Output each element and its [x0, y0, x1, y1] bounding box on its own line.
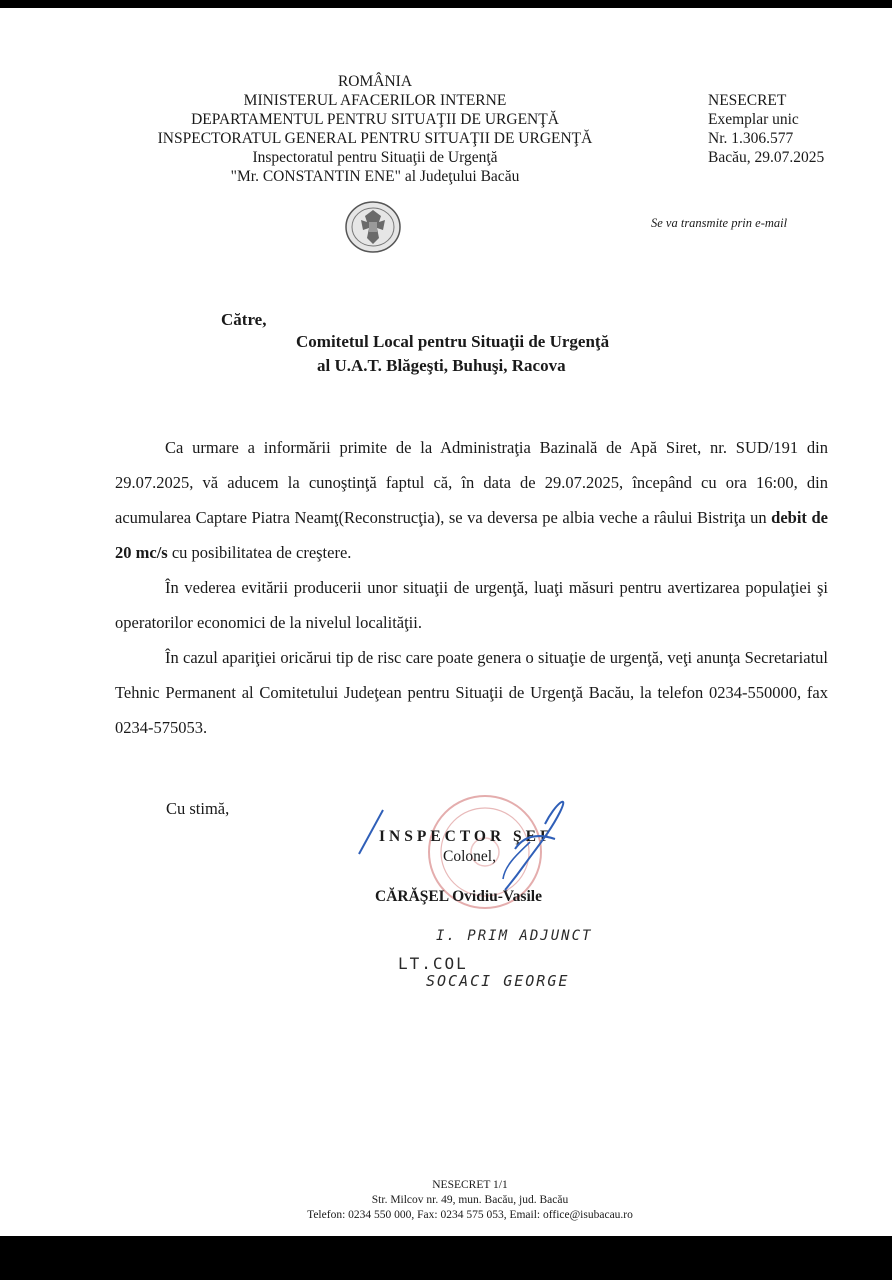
closing-formula: Cu stimă, [166, 799, 230, 818]
document-metadata [708, 91, 858, 167]
paragraph-3: În cazul apariţiei oricărui tip de risc care poate genera o situaţie de urgenţă, veţi anunţa Secretariatul Tehnic Permanent al Comitetului Judeţean pentru Situaţii de Urgenţă Bacău, la telefon 0234-550000, fax 0234-575053. [115, 648, 828, 737]
recipient-line-1: Comitetul Local pentru Situaţii de Urgenţă [296, 332, 610, 351]
deputy-stamp-line-3: SOCACI GEORGE [426, 972, 570, 990]
deputy-stamp-line-1: I. PRIM ADJUNCT [436, 928, 593, 944]
classification-label: NESECRET [708, 92, 787, 109]
bottom-border [0, 1236, 892, 1280]
top-border [0, 0, 892, 8]
header-line-ministry: MINISTERUL AFACERILOR INTERNE [243, 92, 507, 109]
flow-rate-highlight: debit de 20 mc/s [115, 508, 828, 562]
registration-number: Nr. 1.306.577 [708, 130, 794, 147]
signatory-rank: Colonel, [443, 848, 496, 865]
page-footer [0, 1178, 892, 1223]
coat-of-arms-icon [343, 200, 403, 254]
signatory-name: CĂRĂŞEL Ovidiu-Vasile [375, 888, 542, 905]
letter-body [115, 430, 828, 745]
institution-header [110, 72, 640, 186]
copy-label: Exemplar unic [708, 111, 799, 128]
salutation: Către, [221, 310, 267, 329]
footer-address: Str. Milcov nr. 49, mun. Bacău, jud. Bacău [371, 1194, 569, 1206]
paragraph-1-end: cu posibilitatea de creştere. [167, 543, 352, 562]
transmission-note: Se va transmite prin e-mail [651, 216, 788, 230]
signatory-title: INSPECTOR ŞEF [379, 828, 554, 845]
paragraph-2: În vederea evitării producerii unor situaţii de urgenţă, luaţi măsuri pentru avertizarea populaţiei şi operatorilor economici de la nivelul localităţii. [115, 578, 828, 632]
header-line-inspectorate-general: INSPECTORATUL GENERAL PENTRU SITUAŢII DE URGENŢĂ [157, 130, 593, 147]
footer-contact: Telefon: 0234 550 000, Fax: 0234 575 053, Email: office@isubacau.ro [307, 1209, 633, 1221]
header-line-department: DEPARTAMENTUL PENTRU SITUAŢII DE URGENŢĂ [191, 111, 559, 128]
header-line-country: ROMÂNIA [337, 73, 413, 90]
footer-classification: NESECRET 1/1 [432, 1179, 508, 1191]
header-line-inspectorate: Inspectoratul pentru Situaţii de Urgenţă [252, 149, 498, 166]
paragraph-1 [115, 430, 828, 570]
deputy-stamp-line-2: LT.COL [398, 954, 468, 973]
handwritten-signature-icon [355, 794, 595, 894]
place-date: Bacău, 29.07.2025 [708, 149, 825, 166]
recipient-line-2: al U.A.T. Blăgeşti, Buhuşi, Racova [317, 356, 566, 375]
paragraph-1-text: Ca urmare a informării primite de la Administraţia Bazinală de Apă Siret, nr. SUD/191 din 29.07.2025, vă aducem la cunoştinţă faptul că, în data de 29.07.2025, începând cu ora 16:00, din acumularea Captare Piatra Neamţ(Reconstrucţia), se va deversa pe albia veche a râului Bistriţa un [115, 438, 828, 527]
header-line-county: "Mr. CONSTANTIN ENE" al Judeţului Bacău [230, 168, 520, 185]
signature-block [355, 800, 615, 920]
